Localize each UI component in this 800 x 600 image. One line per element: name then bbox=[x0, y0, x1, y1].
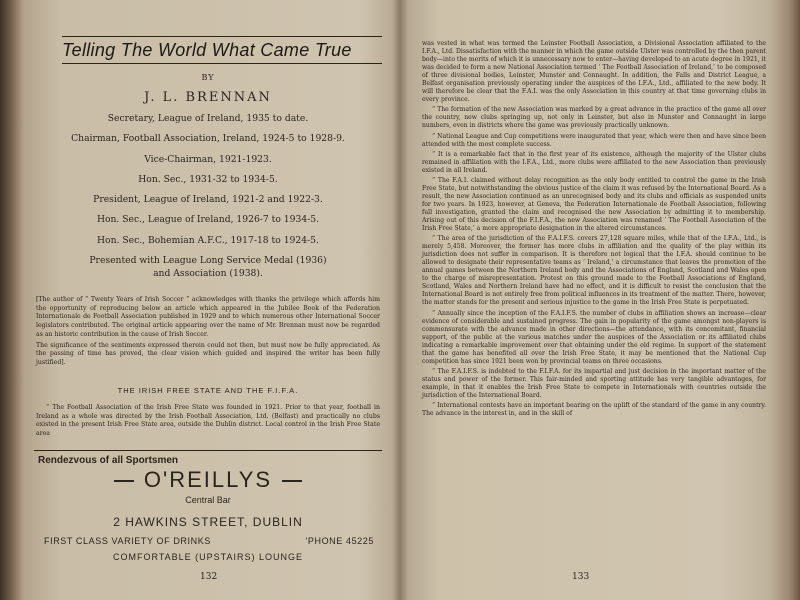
article-title: Telling The World What Came True bbox=[62, 40, 382, 64]
credit-text: Vice-Chairman, 1921-1923. bbox=[144, 153, 272, 165]
advert-tagline: Rendezvous of all Sportsmen bbox=[38, 455, 179, 466]
advert-phone: 'PHONE 45225 bbox=[305, 536, 374, 546]
title-top-rule bbox=[62, 36, 382, 37]
article-paragraph: “ The area of the jurisdiction of the F.A.I.F.S. covers 27,128 square miles, while that of the I.F.A., Ltd., is merely 5,458. Moreover, the former has more clubs in affiliation and the quality of the play within its jurisdiction does not suffer in comparison. It is therefore not logical that the I.F.A. should continue to be allowed to designate their representative teams as ‘ Ireland,’ a circumstance that leaves the promotion of the annual games between the Northern Ireland body and the Associations of England, Scotland and Wales open to the charge of misrepresentation. Protest on this ground made to the Football Associations of England, Scotland, Wales and Northern Ireland have had no effect, and it is difficult to resist the conclusion that the International Board is not entirely free from political influences in its treatment of the matter. There, however, the matter stands for the present and serious injustice to the game in the Irish Free State is perpetuated. bbox=[422, 235, 766, 307]
left-page bbox=[28, 0, 388, 600]
article-paragraph: “ National League and Cup competitions were inaugurated that year, which were then and have since been attended with the most complete success. bbox=[422, 132, 766, 148]
note-paragraph: The significance of the sentiments expressed therein could not then, but must now be fully appreciated. As the passing of time has proved, the clear vision which guided and inspired the writer has been fully justified]. bbox=[36, 341, 380, 366]
credit-text: and Association (1938). bbox=[153, 268, 263, 280]
dash-right bbox=[282, 480, 302, 482]
advert-subtitle: Central Bar bbox=[185, 495, 231, 505]
byline-label: BY bbox=[201, 73, 215, 82]
article-paragraph: “ The F.A.I.F.S. is indebted to the F.I.F.A. for its impartial and just decision in the important matter of the status and power of the former. This fair-minded and sporting attitude has very tangible advantages, for example, in that it enables the Irish Free State to compete in Internationals with countries outside the jurisdiction of the International Board. bbox=[422, 367, 766, 399]
credit-text: Secretary, League of Ireland, 1935 to date. bbox=[107, 113, 309, 124]
advert-lounge: COMFORTABLE (UPSTAIRS) LOUNGE bbox=[112, 552, 304, 562]
credit-line bbox=[38, 213, 378, 233]
article-paragraph: “ Annually since the inception of the F.A.I.F.S. the number of clubs in affiliation shows an increase—clear evidence of considerable and sustained progress. The gain in popularity of the game amongst non-players is commensurate with the advance made in other directions—the attendance, with its concomitant, financial support, of the public at the various matches under the auspices of the Association or its affiliated clubs indicating a remarkable improvement over that obtaining under the old regime. In support of the statement that the game has benefited all over the Irish Free State, it may be mentioned that the National Cup competition has since 1921 been won by provincial teams on three occasions. bbox=[422, 309, 766, 365]
credit-text: Hon. Sec., League of Ireland, 1926-7 to 1934-5. bbox=[96, 214, 320, 226]
advert-name-text: O'REILLYS bbox=[143, 467, 273, 492]
credit-line bbox=[38, 234, 378, 254]
credit-line bbox=[38, 132, 378, 152]
right-page bbox=[412, 0, 774, 600]
page-number-left: 132 bbox=[200, 572, 218, 582]
advert-address: 2 HAWKINS STREET, DUBLIN bbox=[113, 515, 303, 529]
advert-business-name bbox=[28, 467, 388, 493]
author-credits bbox=[38, 112, 378, 280]
credit-text: Hon. Sec., 1931-32 to 1934-5. bbox=[138, 173, 278, 185]
credit-line bbox=[38, 193, 378, 213]
credit-line bbox=[38, 112, 378, 132]
section-body bbox=[36, 404, 380, 438]
credit-text: President, League of Ireland, 1921-2 and 1922-3. bbox=[93, 194, 323, 206]
article-paragraph: “ The F.A.I. claimed without delay recognition as the only body entitled to control the game in the Irish Free State, but notwithstanding the obvious justice of the claim it was refused by the International Board. As a result, the new Association continued as an unrecognised body and its clubs and officials as suspended units for two years. In 1923, however, at Geneva, the Federation Internationale de Football Association, following full investigation, granted the claim and recognised the new Association by admitting it to membership. Arising out of this decision of the F.I.F.A., the new Association was renamed ‘ The Football Association of the Irish Free State,’ a more appropriate designation in the altered circumstances. bbox=[422, 176, 766, 233]
article-paragraph: “ The formation of the new Association was marked by a great advance in the practice of the game all over the country, new clubs springing up, not only in Leinster, but also in Munster and Connaught in large numbers, even in districts where the game was previously practically unknown. bbox=[422, 106, 766, 130]
editorial-note bbox=[36, 296, 380, 370]
article-continuation bbox=[422, 40, 766, 420]
page-number-right: 133 bbox=[572, 572, 590, 582]
article-paragraph: was vested in what was termed the Leinster Football Association, a Divisional Association affiliated to the I.F.A., Ltd. Dissatisfaction with the manner in which the game outside Ulster was controlled by the then parent body—into the merits of which it is unnecessary now to enter—having developed to an acute degree in 1921, it was decided to form a new National Association termed ‘ The Football Association of Ireland,’ to be composed of three divisional bodies, Leinster, Munster and Connaught. In addition, the Falls and District League, a Belfast organisation previously operating under the auspices of the I.F.A., Ltd., affiliated to the new body. It will therefore be clear that the F.A.I. was the only Association in this country at that time governing clubs in every province. bbox=[422, 40, 767, 104]
credit-text: Chairman, Football Association, Ireland, 1924-5 to 1928-9. bbox=[71, 133, 345, 145]
advert-drinks: FIRST CLASS VARIETY OF DRINKS bbox=[44, 536, 211, 546]
credit-line bbox=[38, 153, 378, 173]
section-heading: THE IRISH FREE STATE AND THE F.I.F.A. bbox=[117, 386, 299, 395]
advert-divider bbox=[34, 450, 382, 451]
section-paragraph: “ The Football Association of the Irish Free State was founded in 1921. Prior to that year, football in Ireland as a whole was directed by the Irish Football Association, Ltd. (Belfast) and practically no clubs existed in the present Irish Free State area, outside the Dublin district. Local control in the Irish Free State area bbox=[36, 404, 380, 437]
article-paragraph: “ It is a remarkable fact that in the first year of its existence, although the majority of the Ulster clubs remained in affiliation with the I.F.A., Ltd., more clubs were affiliated to the new Association than previously existed in all Ireland. bbox=[422, 150, 766, 174]
credit-line bbox=[38, 254, 378, 280]
note-paragraph: [The author of “ Twenty Years of Irish Soccer ” acknowledges with thanks the privilege which affords him the opportunity of reproducing below an article which appeared in the Jubilee Book of the Federation Internationale de Football Association published in 1929 and to which numerous other International Soccer legislators contributed. The original article appearing over the name of Mr. Brennan must now be regarded as an historic contribution in the cause of Irish Soccer. bbox=[36, 296, 380, 338]
credit-text: Hon. Sec., Bohemian A.F.C., 1917-18 to 1924-5. bbox=[97, 234, 319, 246]
credit-line bbox=[38, 173, 378, 193]
author-name: J. L. BRENNAN bbox=[144, 90, 272, 105]
dash-left bbox=[114, 480, 134, 482]
credit-text: Presented with League Long Service Medal (1936) bbox=[89, 255, 327, 267]
article-paragraph: “ International contests have an important bearing on the uplift of the standard of the game in any country. The advance in the interest in, and in the skill of bbox=[422, 402, 766, 418]
